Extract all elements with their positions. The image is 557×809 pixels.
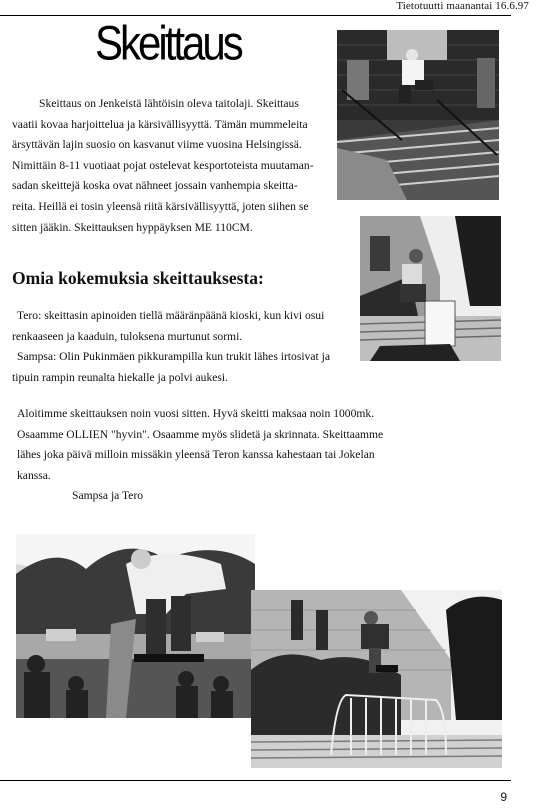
intro-line: Skeittaus on Jenkeistä lähtöisin oleva taitolaji. Skeittaus bbox=[39, 97, 299, 110]
intro-paragraph bbox=[12, 94, 337, 238]
experience-line: renkaaseen ja kaaduin, tuloksena murtunut sormi. bbox=[12, 329, 243, 343]
footer-rule bbox=[0, 780, 511, 781]
photo-rail-jump bbox=[251, 590, 502, 768]
intro-line: sitten jääkin. Skeittauksen hyppäyksen ME 110CM. bbox=[12, 220, 253, 234]
experience-line: Sampsa: Olin Pukinmäen pikkurampilla kun trukit lähes irtosivat ja bbox=[17, 350, 330, 364]
photo-crowd-jump bbox=[16, 534, 255, 718]
section-subtitle: Omia kokemuksia skeittauksesta: bbox=[12, 268, 264, 288]
experience-line: Tero: skeittasin apinoiden tiellä määränpäänä kioski, kun kivi osui bbox=[17, 309, 325, 322]
experiences-paragraph bbox=[12, 306, 357, 388]
story-paragraph bbox=[17, 404, 407, 507]
story-line: Osaamme OLLIEN "hyvin". Osaamme myös slidetä ja skrinnata. Skeittaamme bbox=[17, 427, 384, 441]
intro-line: sadan skeittejä koska ovat nähneet jossain vanhempia skeitta- bbox=[12, 179, 298, 193]
intro-line: Nimittäin 8-11 vuotiaat pojat ostelevat kesportoteista muutaman- bbox=[12, 158, 314, 172]
experience-line: tipuin rampin reunalta hiekalle ja polvi aukesi. bbox=[12, 370, 229, 384]
story-line: Aloitimme skeittauksen noin vuosi sitten. Hyvä skeitti maksaa noin 1000mk. bbox=[17, 407, 375, 420]
intro-line: vaatii kovaa harjoittelua ja kärsivällisyyttä. Tämän mummeleita bbox=[12, 117, 308, 131]
header-rule bbox=[0, 15, 511, 16]
page-number: 9 bbox=[500, 790, 507, 804]
intro-line: reita. Heillä ei tosin yleensä riitä kärsivällisyyttä, joten siihen se bbox=[12, 199, 309, 213]
signature: Sampsa ja Tero bbox=[72, 489, 144, 503]
photo-stairs-jump bbox=[337, 30, 499, 200]
header-text: Tietotuutti maanantai 16.6.97 bbox=[396, 0, 529, 12]
photo-bench-grind bbox=[360, 216, 501, 361]
story-line: lähes joka päivä milloin missäkin yleensä Teron kanssa kahestaan tai Jokelan bbox=[17, 448, 375, 462]
page-title: Skeittaus bbox=[95, 16, 241, 71]
story-line: kanssa. bbox=[17, 468, 51, 482]
intro-line: ärsyttävän lajin suosio on kasvanut viime vuosina Helsingissä. bbox=[12, 138, 302, 152]
